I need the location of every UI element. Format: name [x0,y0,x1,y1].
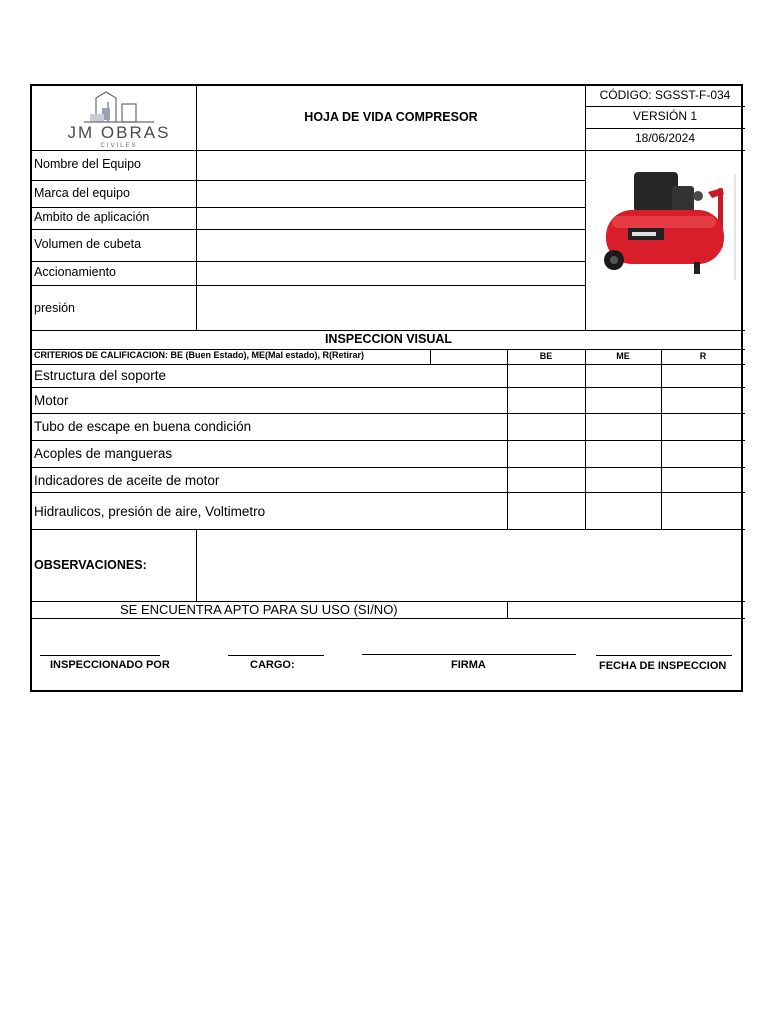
column-header-be: BE [539,351,553,361]
form-version: VERSIÓN 1 [632,109,698,123]
field-label-ambito: Ambito de aplicación [34,210,150,224]
inspection-item: Tubo de escape en buena condición [34,419,252,434]
company-sub: CIVILES [100,143,138,149]
company-logo [44,88,194,150]
column-header-me: ME [616,351,630,361]
inspection-date-label: FECHA DE INSPECCION [599,660,727,672]
form-code: CÓDIGO: SGSST-F-034 [599,88,731,102]
field-label-nombre: Nombre del Equipo [34,157,142,171]
criteria-legend: CRITERIOS DE CALIFICACION: BE (Buen Estado), ME(Mal estado), R(Retirar) [34,350,365,360]
role-label: CARGO: [250,659,295,671]
company-name: JM OBRAS [67,123,171,142]
field-value-presion[interactable] [200,302,580,318]
signature-line-sign [362,654,576,655]
signature-line-inspector [40,655,160,656]
inspection-item: Acoples de mangueras [34,446,173,461]
field-value-ambito[interactable] [200,211,580,227]
form-title: HOJA DE VIDA COMPRESOR [304,110,478,124]
field-value-accionamiento[interactable] [200,266,580,282]
observations-label: OBSERVACIONES: [34,558,147,572]
field-label-accionamiento: Accionamiento [34,265,116,279]
form-date: 18/06/2024 [634,131,696,145]
observations-field[interactable] [200,534,740,596]
field-value-marca[interactable] [200,187,580,203]
field-label-volumen: Volumen de cubeta [34,237,142,251]
field-label-presion: presión [34,301,75,315]
compressor-image [598,168,738,284]
signature-label: FIRMA [451,659,486,671]
field-value-volumen[interactable] [200,238,580,254]
signature-line-date [596,655,732,656]
column-header-r: R [699,351,707,361]
apt-answer-field[interactable] [512,603,740,617]
inspected-by-label: INSPECCIONADO POR [50,659,170,671]
inspection-item: Estructura del soporte [34,368,167,383]
inspection-item: Hidraulicos, presión de aire, Voltimetro [34,504,266,519]
inspection-item: Motor [34,393,69,408]
inspection-item: Indicadores de aceite de motor [34,473,220,488]
apt-question: SE ENCUENTRA APTO PARA SU USO (SI/NO) [120,602,398,617]
field-label-marca: Marca del equipo [34,186,130,200]
inspection-form [30,84,743,692]
inspection-title: INSPECCION VISUAL [324,332,453,346]
signature-line-role [228,655,324,656]
building-icon [84,92,154,122]
field-value-nombre[interactable] [200,158,580,174]
